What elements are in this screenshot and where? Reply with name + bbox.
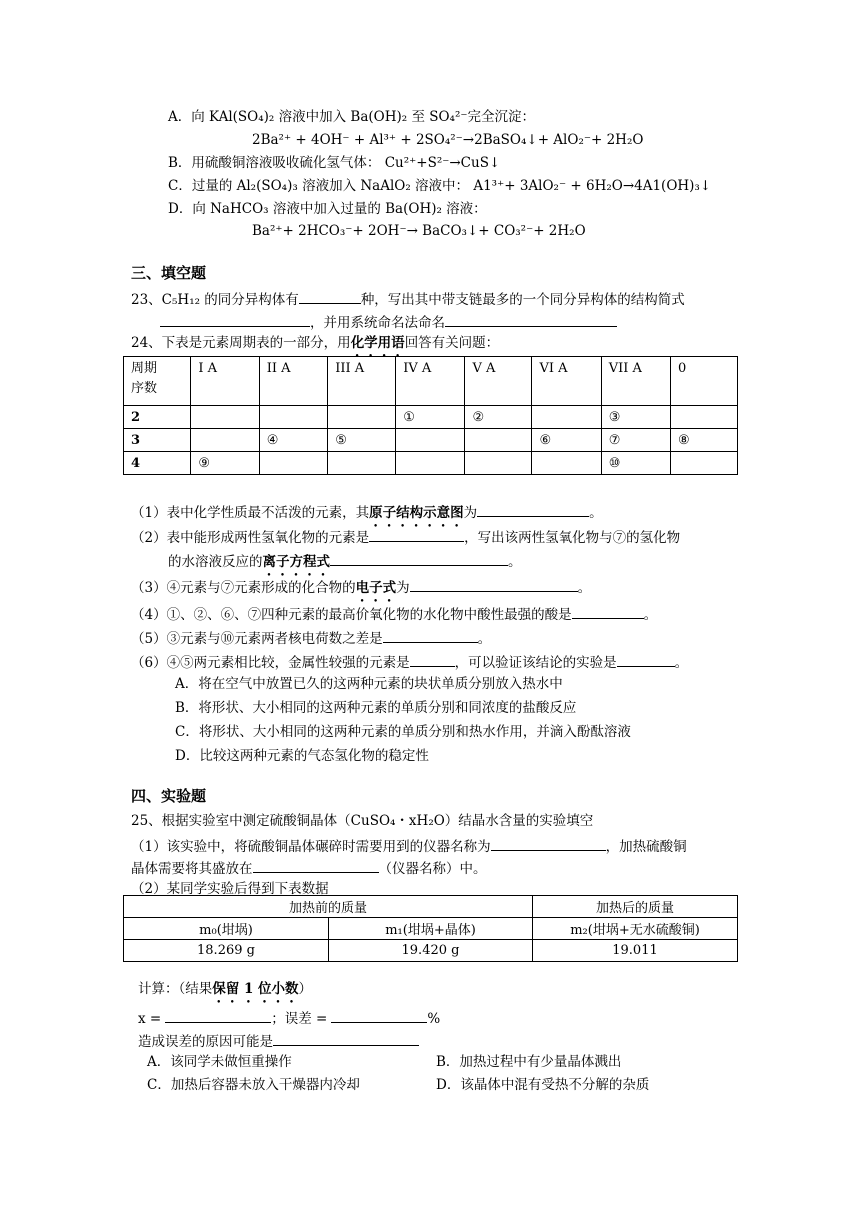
q24-p6-option-b: B．将形状、大小相同的这两种元素的单质分别和同浓度的盐酸反应 xyxy=(175,700,577,716)
q23-blank-count[interactable] xyxy=(299,289,361,304)
reason-text: 造成误差的原因可能是 xyxy=(138,1034,273,1050)
q23-text-a: 23、C₅H₁₂ 的同分异构体有 xyxy=(131,292,299,308)
q24-p6-blank2[interactable] xyxy=(617,652,675,667)
element-cell xyxy=(670,452,737,475)
table-header-cell: 周期 序数 xyxy=(124,357,191,406)
calc-emphasis: 保留 1 位小数 xyxy=(212,981,299,997)
q24-p4-text: （4）①、②、⑥、⑦四种元素的最高价氧化物的水化物中酸性最强的酸是 xyxy=(131,607,572,623)
error-blank[interactable] xyxy=(331,1008,427,1023)
element-cell: ⑧ xyxy=(670,429,737,452)
q24-p1-emphasis: 原子结构示意图 xyxy=(369,505,464,521)
periodic-table xyxy=(123,356,738,475)
q24-p1-text-b: 为 xyxy=(463,505,478,521)
table-header-cell: VII A xyxy=(601,357,670,406)
period-number: 3 xyxy=(124,429,191,452)
q23-text-c: ，并用系统命名法命名 xyxy=(310,315,445,331)
q24-part1 xyxy=(131,502,603,530)
q22-option-d-equation: Ba²⁺+ 2HCO₃⁻+ 2OH⁻→ BaCO₃↓+ CO₃²⁻+ 2H₂O xyxy=(252,223,586,239)
q23-blank-name[interactable] xyxy=(445,312,617,327)
element-cell: ① xyxy=(396,406,465,429)
q24-part2-line2 xyxy=(168,551,522,579)
value-m0: 18.269 g xyxy=(124,940,329,962)
table-header-cell: VI A xyxy=(532,357,601,406)
q25-option-a: A．该同学未做恒重操作 xyxy=(147,1054,292,1070)
element-cell xyxy=(191,429,259,452)
q24-p6-end: 。 xyxy=(674,655,689,671)
q24-part4 xyxy=(131,604,657,624)
q24-p6-option-c: C．将形状、大小相同的这两种元素的单质分别和热水作用，并滴入酚酞溶液 xyxy=(175,724,631,740)
element-cell xyxy=(396,429,465,452)
q25-p1-text-c: 晶体需要将其盛放在 xyxy=(131,861,253,877)
table-row xyxy=(124,429,738,452)
q24-text-a: 24、下表是元素周期表的一部分，用 xyxy=(131,335,351,351)
q24-p6-text-b: ，可以验证该结论的实验是 xyxy=(454,655,617,671)
q24-text-b: 回答有关问题： xyxy=(404,335,500,351)
q24-p4-blank[interactable] xyxy=(572,604,644,619)
calc-line xyxy=(138,1008,440,1028)
q25-option-b: B．加热过程中有少量晶体溅出 xyxy=(436,1054,622,1070)
q22-option-c: C．过量的 Al₂(SO₄)₃ 溶液加入 NaAlO₂ 溶液中： A1³⁺+ 3AlO₂⁻ + 6H₂O→4A1(OH)₃↓ xyxy=(168,178,712,194)
header-m2: m₂(坩埚+无水硫酸铜) xyxy=(533,918,738,940)
q25-p1-text: （1）该实验中，将硫酸铜晶体碾碎时需要用到的仪器名称为 xyxy=(131,839,491,855)
q25-p1-blank1[interactable] xyxy=(491,836,606,851)
table-header-cell: II A xyxy=(259,357,327,406)
header-after-heating: 加热后的质量 xyxy=(533,896,738,918)
q24-p2-text: （2）表中能形成两性氢氧化物的元素是 xyxy=(131,530,370,546)
table-header-cell: 0 xyxy=(670,357,737,406)
table-row xyxy=(124,452,738,475)
calc-text-a: 计算：（结果 xyxy=(138,981,213,997)
q24-p3-text-b: 为 xyxy=(396,580,410,596)
element-cell xyxy=(670,406,737,429)
error-label: ；误差 = xyxy=(271,1011,328,1027)
q22-option-d: D．向 NaHCO₃ 溶液中加入过量的 Ba(OH)₂ 溶液： xyxy=(168,201,487,217)
element-cell: ③ xyxy=(601,406,670,429)
x-blank[interactable] xyxy=(165,1008,271,1023)
q24-part2-line1 xyxy=(131,527,680,547)
calc-text-b: ） xyxy=(298,981,313,997)
q24-p6-option-d: D．比较这两种元素的气态氢化物的稳定性 xyxy=(175,748,429,764)
table-header-cell: I A xyxy=(191,357,259,406)
reason-blank[interactable] xyxy=(273,1031,419,1046)
q24-p1-end: 。 xyxy=(589,505,603,521)
section-title-experiment: 四、实验题 xyxy=(131,787,207,805)
q24-p3-blank[interactable] xyxy=(410,577,578,592)
q24-part3 xyxy=(131,577,591,605)
q25-option-c: C．加热后容器未放入干燥器内冷却 xyxy=(147,1077,360,1093)
q24-p3-end: 。 xyxy=(577,580,592,596)
element-cell: ⑦ xyxy=(601,429,670,452)
q24-p2-text-b: ，写出该两性氢氧化物与⑦的氢化物 xyxy=(464,530,681,546)
element-cell: ④ xyxy=(259,429,327,452)
q22-option-a-equation: 2Ba²⁺ + 4OH⁻ + Al³⁺ + 2SO₄²⁻→2BaSO₄↓+ AlO₂⁻+ 2H₂O xyxy=(252,132,644,148)
element-cell: ⑨ xyxy=(191,452,259,475)
reason-line xyxy=(138,1031,419,1051)
element-cell xyxy=(532,406,601,429)
q24-part6 xyxy=(131,652,688,672)
q24-p2-text-c: 的水溶液反应的 xyxy=(168,554,263,570)
q24-p6-text: （6）④⑤两元素相比较，金属性较强的元素是 xyxy=(131,655,410,671)
table-header-cell: V A xyxy=(465,357,532,406)
table-header-cell: IV A xyxy=(396,357,465,406)
period-number: 2 xyxy=(124,406,191,429)
mass-data-table xyxy=(123,895,738,962)
table-header-cell: III A xyxy=(328,357,396,406)
q24-emphasis: 化学用语 xyxy=(350,335,405,351)
q24-p6-blank1[interactable] xyxy=(410,652,455,667)
question-23-line1 xyxy=(131,289,685,309)
question-25-stem: 25、根据实验室中测定硫酸铜晶体（CuSO₄・xH₂O）结晶水含量的实验填空 xyxy=(131,813,594,829)
q22-option-b: B．用硫酸铜溶液吸收硫化氢气体： Cu²⁺+S²⁻→CuS↓ xyxy=(168,155,501,171)
percent-sign: % xyxy=(427,1011,441,1027)
table-row xyxy=(124,406,738,429)
element-cell: ⑤ xyxy=(328,429,396,452)
element-cell: ② xyxy=(465,406,532,429)
q24-p1-text: （1）表中化学性质最不活泼的元素，其 xyxy=(131,505,370,521)
element-cell xyxy=(396,452,465,475)
element-cell: ⑥ xyxy=(532,429,601,452)
header-m0: m₀(坩埚) xyxy=(124,918,329,940)
q24-p2-end: 。 xyxy=(508,554,522,570)
element-cell xyxy=(328,406,396,429)
q25-part1-line2 xyxy=(131,858,487,878)
x-label: x = xyxy=(138,1011,162,1027)
q25-p1-text-b: ，加热硫酸铜 xyxy=(605,839,687,855)
q24-p4-end: 。 xyxy=(643,607,658,623)
q24-p6-option-a: A．将在空气中放置已久的这两种元素的块状单质分别放入热水中 xyxy=(175,676,563,692)
value-m1: 19.420 g xyxy=(329,940,533,962)
q24-p5-blank[interactable] xyxy=(383,628,478,643)
value-m2: 19.011 xyxy=(533,940,738,962)
q24-p2-blank1[interactable] xyxy=(369,527,464,542)
question-23-line2 xyxy=(160,312,617,332)
period-number: 4 xyxy=(124,452,191,475)
q25-part1-line1 xyxy=(131,836,687,856)
element-cell xyxy=(465,429,532,452)
element-cell xyxy=(259,406,327,429)
q25-option-d: D．该晶体中混有受热不分解的杂质 xyxy=(436,1077,650,1093)
q24-p2-emphasis: 离子方程式 xyxy=(262,554,330,570)
q23-text-b: 种，写出其中带支链最多的一个同分异构体的结构简式 xyxy=(360,292,685,308)
header-before-heating: 加热前的质量 xyxy=(124,896,533,918)
q22-option-a: A．向 KAl(SO₄)₂ 溶液中加入 Ba(OH)₂ 至 SO₄²⁻完全沉淀： xyxy=(168,109,536,125)
q24-part5 xyxy=(131,628,491,648)
section-title-fill-in: 三、填空题 xyxy=(131,264,207,282)
calc-instruction xyxy=(138,980,312,1006)
element-cell: ⑩ xyxy=(601,452,670,475)
element-cell xyxy=(532,452,601,475)
element-cell xyxy=(191,406,259,429)
element-cell xyxy=(465,452,532,475)
q25-part2: （2）某同学实验后得到下表数据 xyxy=(131,881,329,897)
q24-p1-blank[interactable] xyxy=(477,502,589,517)
q24-p5-text: （5）③元素与⑩元素两者核电荷数之差是 xyxy=(131,631,383,647)
q25-p1-text-d: （仪器名称）中。 xyxy=(378,861,487,877)
q25-p1-blank2[interactable] xyxy=(253,858,379,873)
q24-p5-end: 。 xyxy=(477,631,492,647)
q24-p3-text: （3）④元素与⑦元素形成的化合物的 xyxy=(131,580,356,596)
q24-p2-blank2[interactable] xyxy=(330,551,508,566)
element-cell xyxy=(328,452,396,475)
q23-blank-structure[interactable] xyxy=(160,312,310,327)
header-m1: m₁(坩埚+晶体) xyxy=(329,918,533,940)
element-cell xyxy=(259,452,327,475)
q24-p3-emphasis: 电子式 xyxy=(355,580,397,596)
